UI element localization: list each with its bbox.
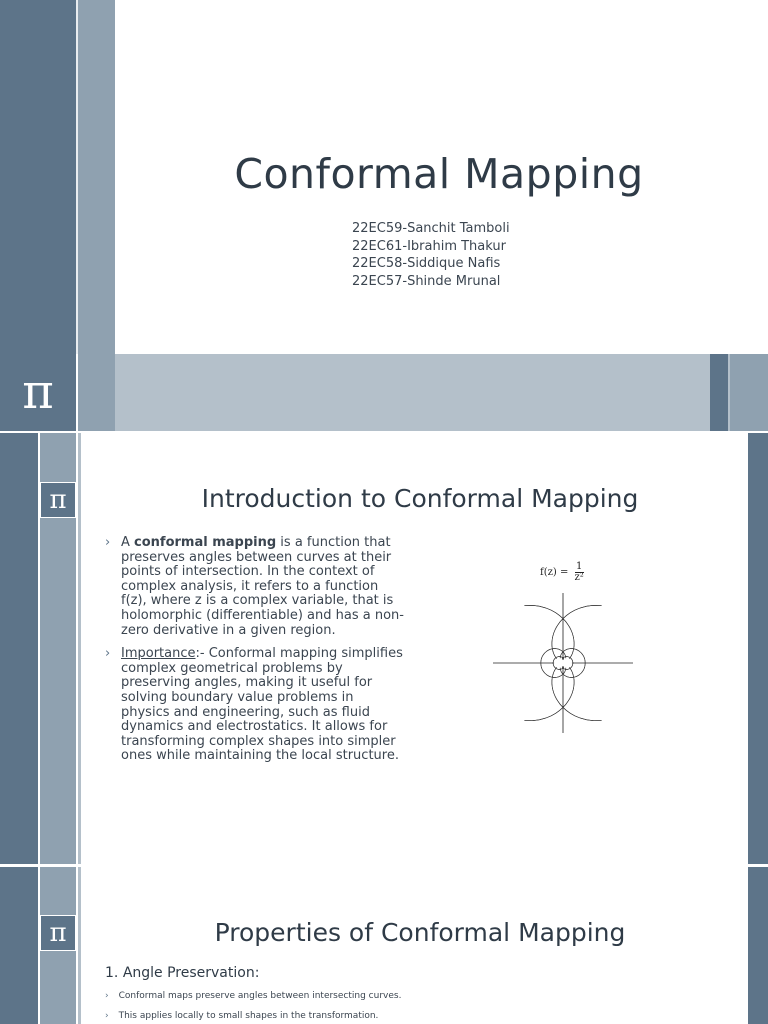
bullet-text: A bbox=[121, 535, 135, 550]
slide-separator bbox=[0, 864, 768, 867]
bullet-chevron-icon: › bbox=[105, 535, 111, 550]
bullet-chevron-icon: › bbox=[105, 646, 111, 662]
sub-item-text: Conformal maps preserve angles between intersecting curves. bbox=[118, 991, 402, 1001]
band-right-mid-block bbox=[730, 354, 768, 431]
property-item bbox=[105, 965, 259, 981]
slide2-title: Introduction to Conformal Mapping bbox=[201, 484, 639, 513]
band-mid-block bbox=[78, 354, 115, 431]
slide2-left-bar-dark bbox=[0, 433, 38, 864]
list-item bbox=[105, 536, 405, 638]
pi-icon: π bbox=[40, 915, 76, 951]
slide-separator bbox=[0, 431, 768, 434]
pi-icon: π bbox=[22, 364, 54, 420]
band-right-dark-block bbox=[710, 354, 728, 431]
slide3-right-bar bbox=[748, 867, 768, 1024]
author-line: 22EC59-Sanchit Tamboli bbox=[352, 221, 510, 236]
item-label: Angle Preservation bbox=[122, 965, 255, 981]
slide1-left-bar-mid bbox=[78, 0, 115, 354]
item-number: 1. bbox=[105, 965, 119, 981]
sub-item-text: This applies locally to small shapes in the transformation. bbox=[118, 1011, 379, 1021]
item-suffix: : bbox=[254, 965, 260, 981]
formula-numerator: 1 bbox=[575, 561, 583, 572]
bullet-text: is a function that preserves angles between curves at their points of intersection. In the context of complex analysis, it refers to a function f(z), where z is a complex variable, that is holomorphic (differentiable) and has a non-zero derivative in a given region. bbox=[121, 535, 404, 638]
plot-center-marker bbox=[562, 658, 572, 668]
bullet-text: :- Conformal mapping simplifies complex geometrical problems by preserving angles, making it useful for solving boundary value problems in physics and engineering, such as fluid dynamics and electrostatics. It allows for transforming complex shapes into simpler ones while maintaining the local structure. bbox=[121, 646, 403, 764]
slide1-left-bar-dark bbox=[0, 0, 76, 354]
formula-fraction bbox=[575, 562, 584, 583]
slide2-left-bar-light bbox=[78, 433, 81, 864]
formula-label bbox=[540, 562, 584, 583]
sub-list-item bbox=[105, 1011, 378, 1021]
slide2-right-bar bbox=[748, 433, 768, 864]
slide1-bottom-band bbox=[78, 354, 768, 431]
author-line: 22EC58-Siddique Nafis bbox=[352, 256, 501, 271]
author-line: 22EC61-Ibrahim Thakur bbox=[352, 238, 506, 254]
bullet-chevron-icon: › bbox=[105, 1011, 109, 1021]
slide2-bullet-list bbox=[105, 536, 405, 773]
sub-list-item bbox=[105, 991, 401, 1001]
bullet-chevron-icon: › bbox=[105, 991, 109, 1001]
list-item bbox=[105, 647, 405, 764]
author-line: 22EC57-Shinde Mrunal bbox=[352, 273, 501, 289]
formula-lhs: f(z) = bbox=[540, 567, 569, 578]
formula-denominator: z² bbox=[574, 572, 584, 583]
conformal-map-plot bbox=[488, 588, 638, 733]
bullet-term: conformal mapping bbox=[134, 535, 277, 550]
slide3-left-bar-dark bbox=[0, 867, 38, 1024]
slide3-left-bar-light bbox=[78, 867, 81, 1024]
bullet-term: Importance bbox=[121, 646, 196, 662]
slide1-title: Conformal Mapping bbox=[234, 150, 644, 198]
pi-icon: π bbox=[40, 482, 76, 518]
slide3-title: Properties of Conformal Mapping bbox=[214, 918, 626, 947]
slide1-authors bbox=[352, 220, 510, 290]
